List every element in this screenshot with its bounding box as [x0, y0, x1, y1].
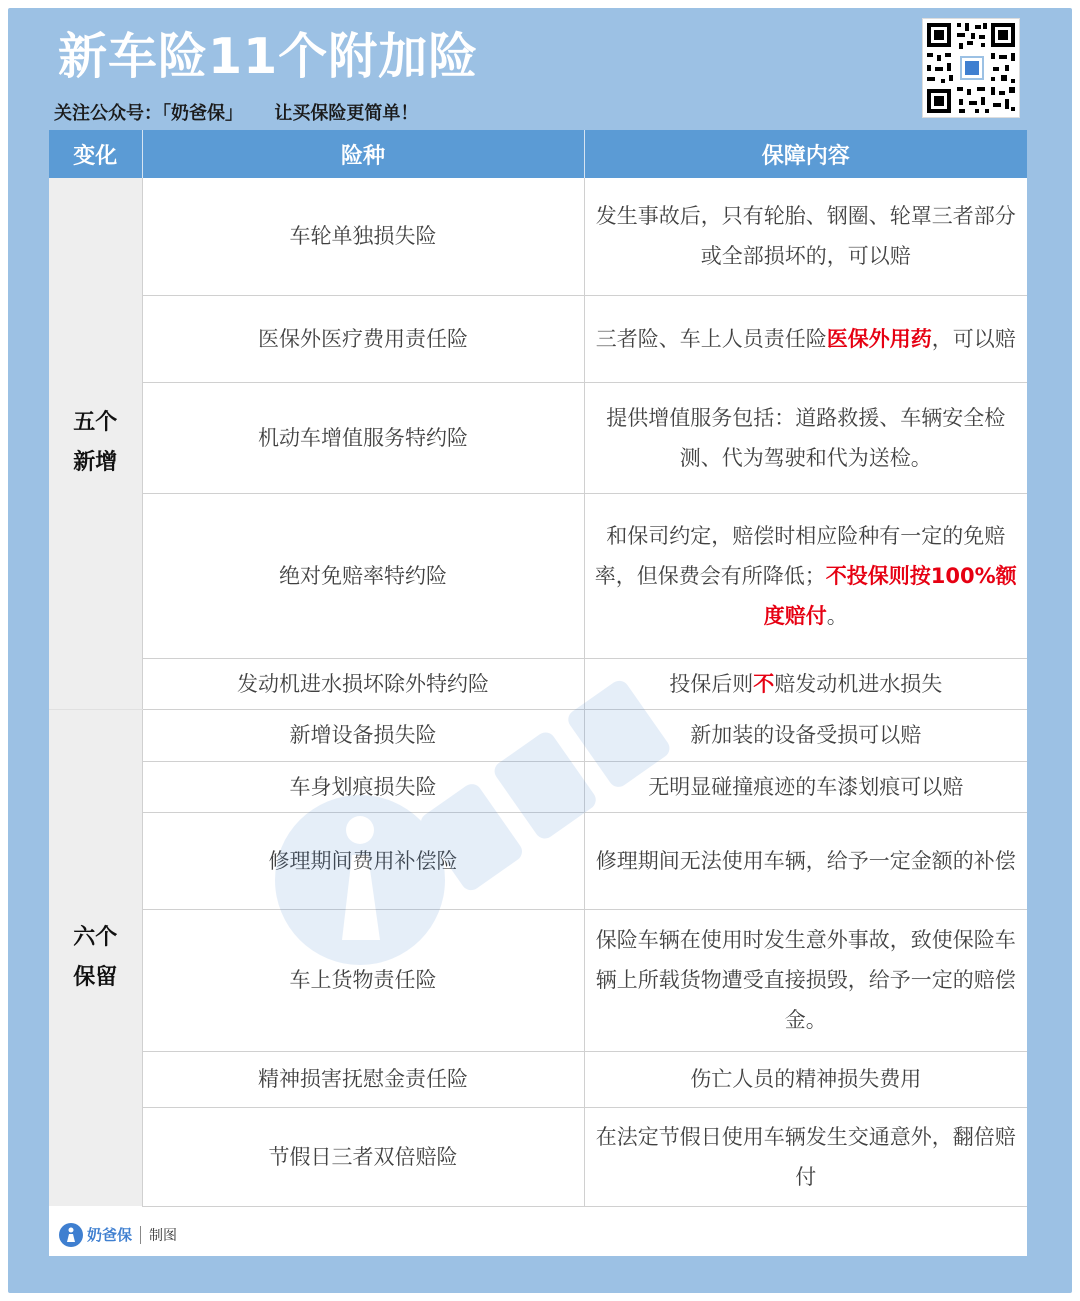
insurance-table-card — [49, 130, 1027, 1256]
group-label-new: 五个 新增 — [49, 178, 142, 709]
table-row — [49, 658, 1027, 709]
insurance-name: 车轮单独损失险 — [142, 178, 584, 295]
column-header-insurance-type: 险种 — [142, 130, 584, 178]
insurance-name: 新增设备损失险 — [142, 709, 584, 761]
insurance-table — [49, 130, 1027, 1207]
coverage-description: 伤亡人员的精神损失费用 — [584, 1051, 1027, 1107]
qr-code-icon — [922, 18, 1020, 118]
coverage-description: 新加装的设备受损可以赔 — [584, 709, 1027, 761]
table-row — [49, 178, 1027, 295]
coverage-description: 无明显碰撞痕迹的车漆划痕可以赔 — [584, 761, 1027, 812]
divider — [140, 1226, 141, 1244]
insurance-name: 节假日三者双倍赔险 — [142, 1107, 584, 1206]
coverage-description: 发生事故后，只有轮胎、钢圈、轮罩三者部分或全部损坏的，可以赔 — [584, 178, 1027, 295]
table-row — [49, 1051, 1027, 1107]
coverage-description: 提供增值服务包括：道路救援、车辆安全检测、代为驾驶和代为送检。 — [584, 382, 1027, 493]
coverage-description: 在法定节假日使用车辆发生交通意外，翻倍赔付 — [584, 1107, 1027, 1206]
insurance-name: 精神损害抚慰金责任险 — [142, 1051, 584, 1107]
naibabao-logo-icon — [59, 1223, 83, 1247]
table-row — [49, 761, 1027, 812]
column-header-change: 变化 — [49, 130, 142, 178]
group-label-kept: 六个 保留 — [49, 709, 142, 1206]
highlight-text: 医保外用药 — [826, 326, 932, 351]
table-row — [49, 493, 1027, 658]
coverage-description: 和保司约定，赔偿时相应险种有一定的免赔率，但保费会有所降低；不投保则按100%额度赔付。 — [584, 493, 1027, 658]
insurance-name: 医保外医疗费用责任险 — [142, 295, 584, 382]
column-header-coverage: 保障内容 — [584, 130, 1027, 178]
coverage-description: 投保后则不赔发动机进水损失 — [584, 658, 1027, 709]
highlight-text: 不 — [753, 671, 775, 696]
table-row — [49, 1107, 1027, 1206]
made-by-label: 制图 — [149, 1227, 178, 1244]
insurance-name: 机动车增值服务特约险 — [142, 382, 584, 493]
page-title: 新车险11个附加险 — [58, 28, 479, 85]
table-row — [49, 295, 1027, 382]
insurance-name: 绝对免赔率特约险 — [142, 493, 584, 658]
insurance-name: 修理期间费用补偿险 — [142, 812, 584, 909]
logo-text: 奶爸保 — [87, 1226, 133, 1244]
highlight-text: 不投保则按100%额度赔付 — [763, 563, 1017, 628]
table-row — [49, 709, 1027, 761]
coverage-description: 保险车辆在使用时发生意外事故，致使保险车辆上所载货物遭受直接损毁，给予一定的赔偿金。 — [584, 909, 1027, 1051]
footer — [49, 1213, 1027, 1256]
insurance-name: 发动机进水损坏除外特约险 — [142, 658, 584, 709]
table-row — [49, 812, 1027, 909]
table-row — [49, 909, 1027, 1051]
coverage-description: 三者险、车上人员责任险医保外用药，可以赔 — [584, 295, 1027, 382]
insurance-name: 车身划痕损失险 — [142, 761, 584, 812]
subtitle: 关注公众号：「奶爸保」 让买保险更简单！ — [54, 103, 419, 124]
table-header-row — [49, 130, 1027, 178]
insurance-name: 车上货物责任险 — [142, 909, 584, 1051]
table-row — [49, 382, 1027, 493]
coverage-description: 修理期间无法使用车辆，给予一定金额的补偿 — [584, 812, 1027, 909]
